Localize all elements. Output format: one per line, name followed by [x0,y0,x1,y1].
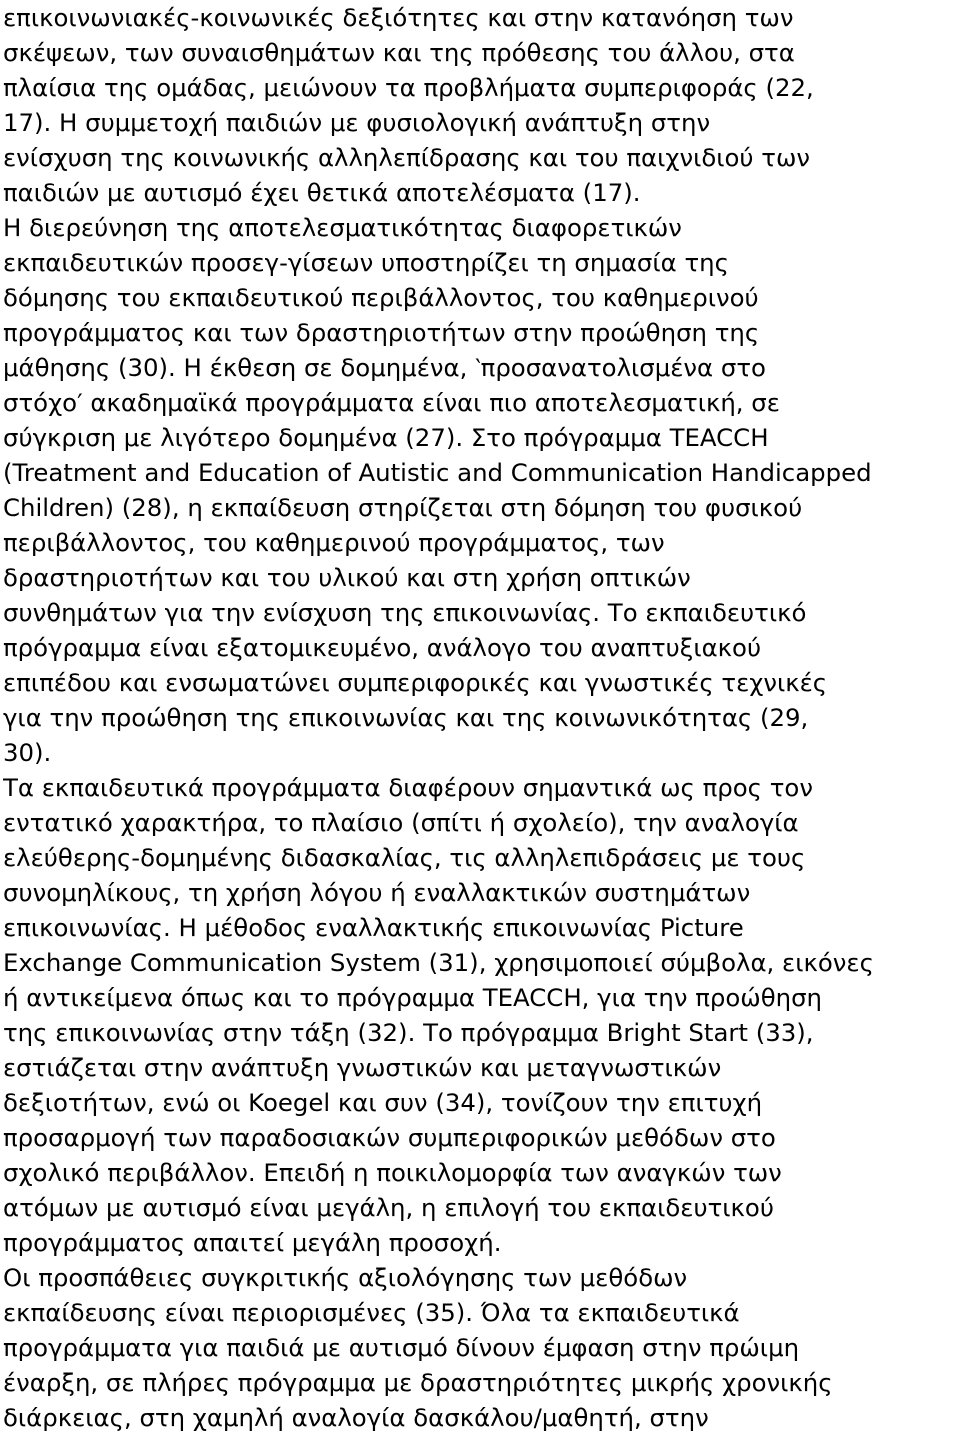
text-line: Οι προσπάθειες συγκριτικής αξιολόγησης των μεθόδων [3,1263,688,1292]
text-line: προγράμματος και των δραστηριοτήτων στην προώθηση της [3,318,760,347]
text-line: ή αντικείμενα όπως και το πρόγραμμα TEACCH, για την προώθηση [3,983,823,1012]
text-line: περιβάλλοντος, του καθημερινού προγράμματος, των [3,528,665,557]
text-line: της επικοινωνίας στην τάξη (32). Το πρόγραμμα Bright Start (33), [3,1018,814,1047]
text-line: επικοινωνιακές-κοινωνικές δεξιότητες και στην κατανόηση των [3,3,794,32]
text-line: σχολικό περιβάλλον. Επειδή η ποικιλομορφία των αναγκών των [3,1158,782,1187]
text-line: ενίσχυση της κοινωνικής αλληλεπίδρασης και του παιχνιδιού των [3,143,811,172]
text-line: 30). [3,738,52,767]
text-line: παιδιών με αυτισμό έχει θετικά αποτελέσματα (17). [3,178,641,207]
text-line: επιπέδου και ενσωματώνει συμπεριφορικές και γνωστικές τεχνικές [3,668,828,697]
text-line: Η διερεύνηση της αποτελεσματικότητας διαφορετικών [3,213,682,242]
text-line: 17). Η συμμετοχή παιδιών με φυσιολογική ανάπτυξη στην [3,108,711,137]
text-line: συνομηλίκους, τη χρήση λόγου ή εναλλακτικών συστημάτων [3,878,751,907]
text-line: επικοινωνίας. Η μέθοδος εναλλακτικής επικοινωνίας Picture [3,913,744,942]
text-line: δόμησης του εκπαιδευτικού περιβάλλοντος, του καθημερινού [3,283,759,312]
text-line: εκπαιδευτικών προσεγ-γίσεων υποστηρίζει τη σημασία της [3,248,729,277]
text-line: σύγκριση με λιγότερο δομημένα (27). Στο πρόγραμμα TEACCH [3,423,769,452]
text-line: εντατικό χαρακτήρα, το πλαίσιο (σπίτι ή σχολείο), την αναλογία [3,808,799,837]
text-line: συνθημάτων για την ενίσχυση της επικοινωνίας. Το εκπαιδευτικό [3,598,807,627]
text-line: πλαίσια της ομάδας, μειώνουν τα προβλήματα συμπεριφοράς (22, [3,73,814,102]
text-line: στόχο′ ακαδημαϊκά προγράμματα είναι πιο αποτελεσματική, σε [3,388,780,417]
text-line: Exchange Communication System (31), χρησιμοποιεί σύμβολα, εικόνες [3,948,874,977]
text-line: Children) (28), η εκπαίδευση στηρίζεται στη δόμηση του φυσικού [3,493,803,522]
text-line: προγράμματα για παιδιά με αυτισμό δίνουν έμφαση στην πρώιμη [3,1333,800,1362]
text-line: (Treatment and Education of Autistic and Communication Handicapped [3,458,872,487]
text-line: πρόγραμμα είναι εξατομικευμένο, ανάλογο του αναπτυξιακού [3,633,762,662]
body-text [3,0,956,1434]
text-line: έναρξη, σε πλήρες πρόγραμμα με δραστηριότητες μικρής χρονικής [3,1368,833,1397]
text-line: μάθησης (30). Η έκθεση σε δομημένα, ‵προσανατολισμένα στο [3,353,766,382]
text-line: δραστηριοτήτων και του υλικού και στη χρήση οπτικών [3,563,691,592]
text-line: δεξιοτήτων, ενώ οι Koegel και συν (34), τονίζουν την επιτυχή [3,1088,763,1117]
text-line: εκπαίδευσης είναι περιορισμένες (35). Όλα τα εκπαιδευτικά [3,1298,740,1327]
text-line: ατόμων με αυτισμό είναι μεγάλη, η επιλογή του εκπαιδευτικού [3,1193,774,1222]
text-line: προσαρμογή των παραδοσιακών συμπεριφορικών μεθόδων στο [3,1123,776,1152]
text-line: προγράμματος απαιτεί μεγάλη προσοχή. [3,1228,502,1257]
text-line: ελεύθερης-δομημένης διδασκαλίας, τις αλληλεπιδράσεις με τους [3,843,806,872]
text-line: εστιάζεται στην ανάπτυξη γνωστικών και μεταγνωστικών [3,1053,722,1082]
text-line: σκέψεων, των συναισθημάτων και της πρόθεσης του άλλου, στα [3,38,795,67]
text-line: διάρκειας, στη χαμηλή αναλογία δασκάλου/μαθητή, στην [3,1403,709,1432]
text-line: Τα εκπαιδευτικά προγράμματα διαφέρουν σημαντικά ως προς τον [3,773,813,802]
text-line: για την προώθηση της επικοινωνίας και της κοινωνικότητας (29, [3,703,809,732]
